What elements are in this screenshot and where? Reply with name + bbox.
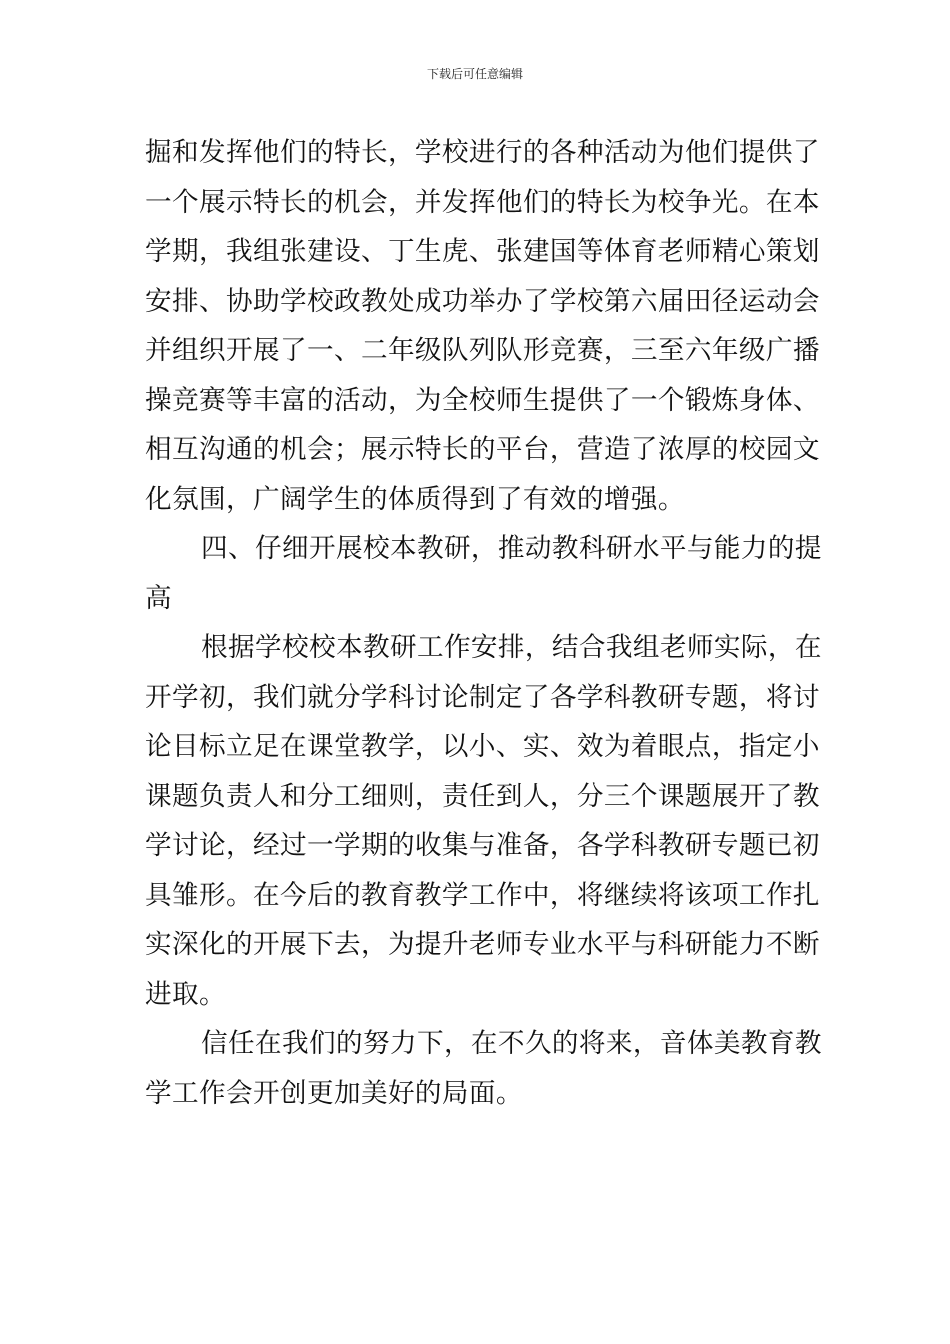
text-line: 根据学校校本教研工作安排，结合我组老师实际，在	[201, 632, 822, 663]
text-line: 安排、协助学校政教处成功举办了学校第六届田径运动会	[145, 285, 820, 317]
text-line: 学工作会开创更加美好的局面。	[145, 1077, 523, 1109]
text-line: 掘和发挥他们的特长，学校进行的各种活动为他们提供了	[145, 137, 820, 168]
text-line: 论目标立足在课堂教学，以小、实、效为着眼点，指定小	[145, 731, 820, 762]
text-line: 操竞赛等丰富的活动，为全校师生提供了一个锻炼身体、	[145, 384, 820, 416]
text-line: 一个展示特长的机会，并发挥他们的特长为校争光。在本	[145, 186, 820, 218]
text-line: 四、仔细开展校本教研，推动教科研水平与能力的提	[201, 533, 822, 564]
header-note: 下载后可任意编辑	[426, 67, 523, 81]
text-line: 学期，我组张建设、丁生虎、张建国等体育老师精心策划	[145, 236, 820, 267]
section-heading-4	[145, 524, 822, 623]
text-line: 开学初，我们就分学科讨论制定了各学科教研专题，将讨	[145, 681, 820, 713]
text-line: 相互沟通的机会；展示特长的平台，营造了浓厚的校园文	[145, 434, 820, 465]
text-line: 具雏形。在今后的教育教学工作中，将继续将该项工作扎	[145, 879, 820, 911]
text-line: 并组织开展了一、二年级队列队形竞赛，三至六年级广播	[145, 335, 820, 366]
text-line: 实深化的开展下去，为提升老师专业水平与科研能力不断	[145, 929, 820, 960]
text-line: 课题负责人和分工细则，责任到人，分三个课题展开了教	[145, 780, 820, 812]
text-line: 进取。	[145, 978, 226, 1010]
paragraph-activities	[145, 128, 820, 524]
text-line: 信任在我们的努力下，在不久的将来，音体美教育教	[201, 1028, 822, 1059]
text-line: 化氛围，广阔学生的体质得到了有效的增强。	[145, 483, 685, 515]
text-line: 高	[145, 582, 172, 614]
paragraph-closing	[145, 1019, 822, 1118]
paragraph-school-research	[145, 623, 822, 1019]
text-line: 学讨论，经过一学期的收集与准备，各学科教研专题已初	[145, 830, 820, 861]
